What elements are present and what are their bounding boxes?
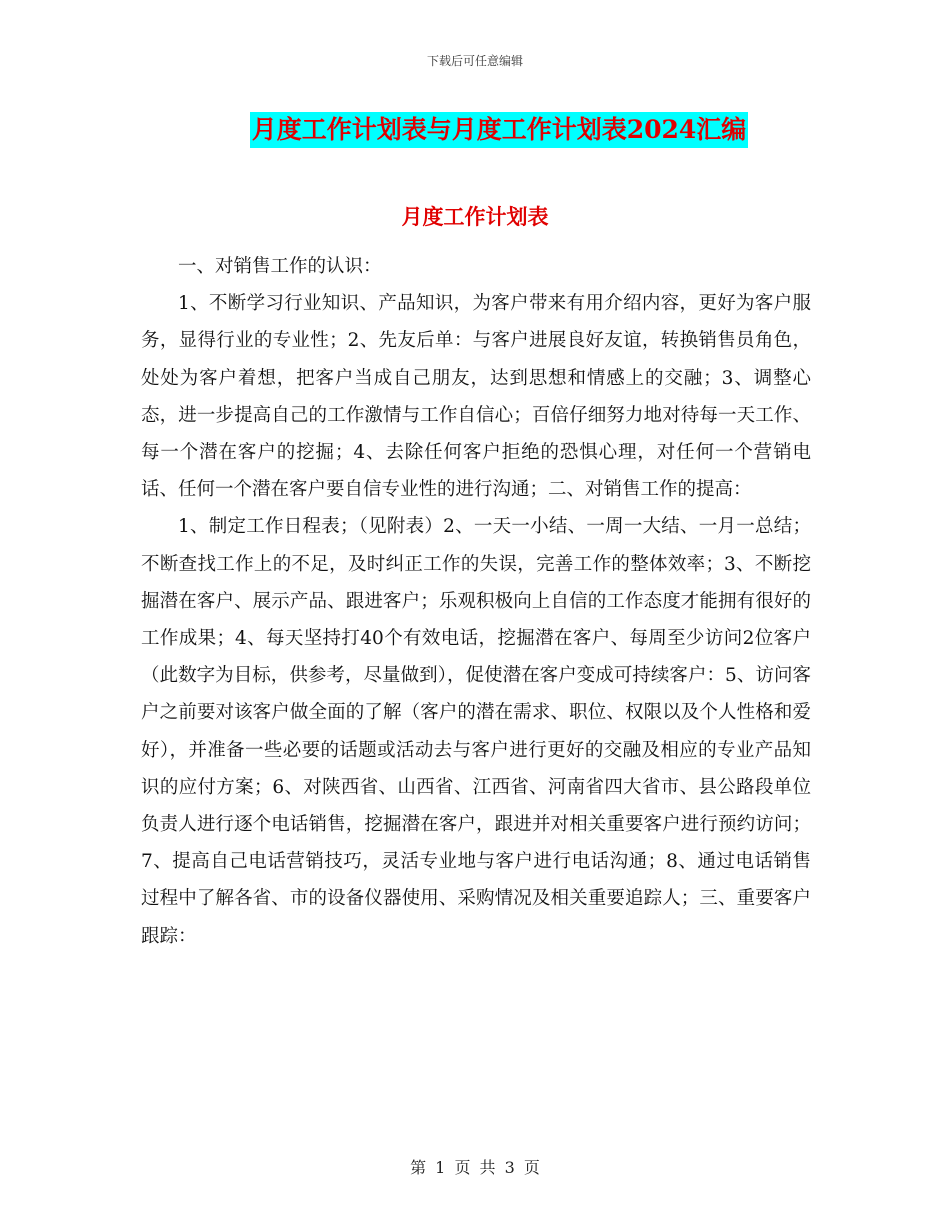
document-body: [141, 248, 811, 955]
body-paragraph: 一、对销售工作的认识：: [178, 256, 382, 277]
body-paragraph: 1、制定工作日程表；（见附表）2、一天一小结、一周一大结、一月一总结；不断查找工作上的不足，及时纠正工作的失误，完善工作的整体效率；3、不断挖掘潜在客户、展示产品、跟进客户；乐观积极向上自信的工作态度才能拥有很好的工作成果；4、每天坚持打40个有效电话，挖掘潜在客户、每周至少访问2位客户（此数字为目标，供参考，尽量做到），促使潜在客户变成可持续客户：5、访问客户之前要对该客户做全面的了解（客户的潜在需求、职位、权限以及个人性格和爱好），并准备一些必要的话题或活动去与客户进行更好的交融及相应的专业产品知识的应付方案；6、对陕西省、山西省、江西省、河南省四大省市、县公路段单位负责人进行逐个电话销售，挖掘潜在客户，跟进并对相关重要客户进行预约访问；7、提高自己电话营销技巧，灵活专业地与客户进行电话沟通；8、通过电话销售过程中了解各省、市的设备仪器使用、采购情况及相关重要追踪人；三、重要客户跟踪：: [141, 516, 811, 947]
page-footer: 第 1 页 共 3 页: [410, 1158, 540, 1177]
document-title-wrapper: [0, 112, 950, 148]
page-header-note: 下载后可任意编辑: [426, 54, 523, 68]
body-paragraph: 1、不断学习行业知识、产品知识，为客户带来有用介绍内容，更好为客户服务，显得行业的专业性；2、先友后单：与客户进展良好友谊，转换销售员角色，处处为客户着想，把客户当成自己朋友，达到思想和情感上的交融；3、调整心态，进一步提高自己的工作激情与工作自信心；百倍仔细努力地对待每一天工作、每一个潜在客户的挖掘；4、去除任何客户拒绝的恐惧心理，对任何一个营销电话、任何一个潜在客户要自信专业性的进行沟通；二、对销售工作的提高：: [141, 293, 811, 501]
document-title: 月度工作计划表与月度工作计划表2024汇编: [250, 112, 749, 148]
section-title: 月度工作计划表: [401, 204, 549, 229]
